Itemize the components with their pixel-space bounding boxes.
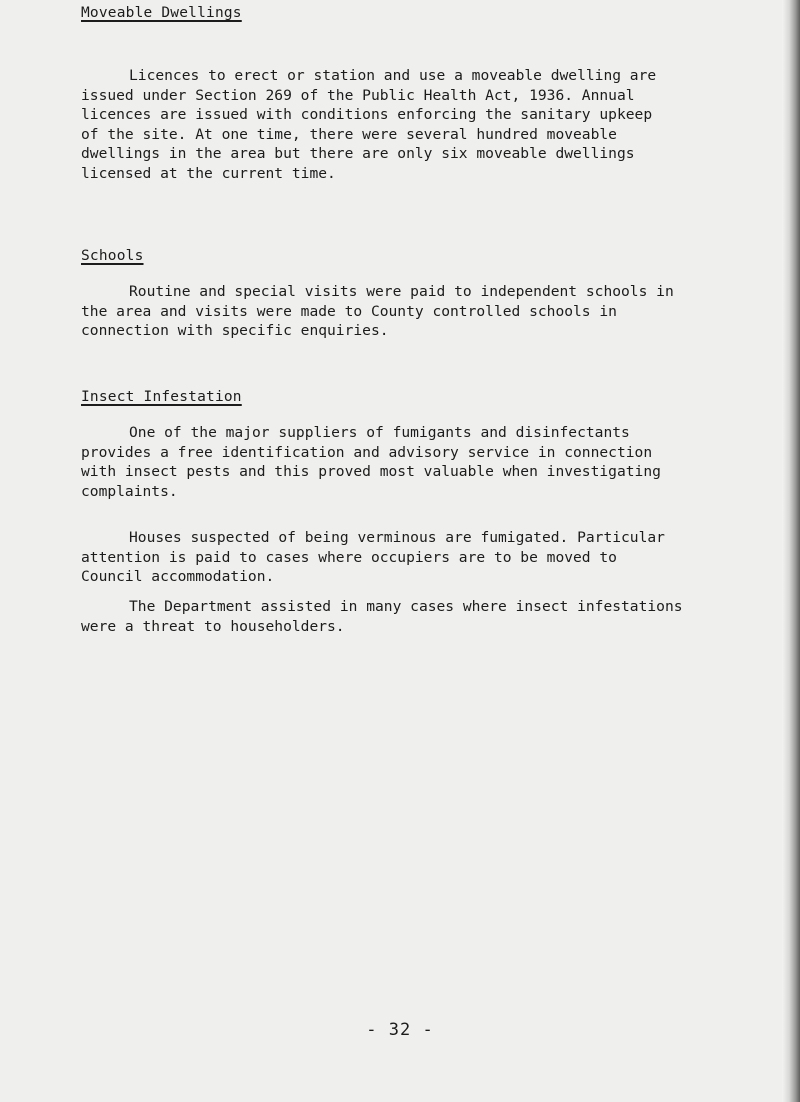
text-line: licences are issued with conditions enforcing the sanitary upkeep bbox=[81, 106, 653, 123]
text-line: provides a free identification and advisory service in connection bbox=[81, 443, 653, 461]
text-line: Houses suspected of being verminous are fumigated. Particular bbox=[129, 529, 665, 546]
text-line: Routine and special visits were paid to independent schools in bbox=[129, 283, 674, 300]
scanned-page-edge bbox=[782, 0, 800, 1102]
page-number: - 32 - bbox=[366, 1020, 434, 1040]
text-line: dwellings in the area but there are only six moveable dwellings bbox=[81, 145, 635, 162]
heading-insect-infestation: Insect Infestation bbox=[81, 389, 242, 405]
paragraph-insect-suppliers bbox=[81, 423, 741, 501]
text-line: attention is paid to cases where occupiers are to be moved to bbox=[81, 548, 617, 566]
text-line: with insect pests and this proved most valuable when investigating bbox=[81, 463, 661, 480]
text-line: licensed at the current time. bbox=[81, 164, 336, 182]
paragraph-insect-houses bbox=[81, 528, 741, 587]
paragraph-insect-department bbox=[81, 597, 741, 636]
text-line: The Department assisted in many cases where insect infestations bbox=[129, 598, 683, 615]
text-line: One of the major suppliers of fumigants and disinfectants bbox=[129, 424, 630, 441]
text-line: were a threat to householders. bbox=[81, 617, 345, 635]
text-line: complaints. bbox=[81, 482, 178, 500]
heading-schools: Schools bbox=[81, 248, 144, 264]
text-line: the area and visits were made to County controlled schools in bbox=[81, 302, 617, 320]
paragraph-moveable-dwellings bbox=[81, 66, 741, 183]
text-line: of the site. At one time, there were several hundred moveable bbox=[81, 125, 617, 143]
text-line: Council accommodation. bbox=[81, 568, 275, 585]
paragraph-schools bbox=[81, 282, 741, 341]
text-line: connection with specific enquiries. bbox=[81, 322, 389, 339]
text-line: Licences to erect or station and use a moveable dwelling are bbox=[129, 67, 657, 84]
text-line: issued under Section 269 of the Public Health Act, 1936. Annual bbox=[81, 86, 635, 104]
heading-moveable-dwellings: Moveable Dwellings bbox=[81, 5, 242, 21]
